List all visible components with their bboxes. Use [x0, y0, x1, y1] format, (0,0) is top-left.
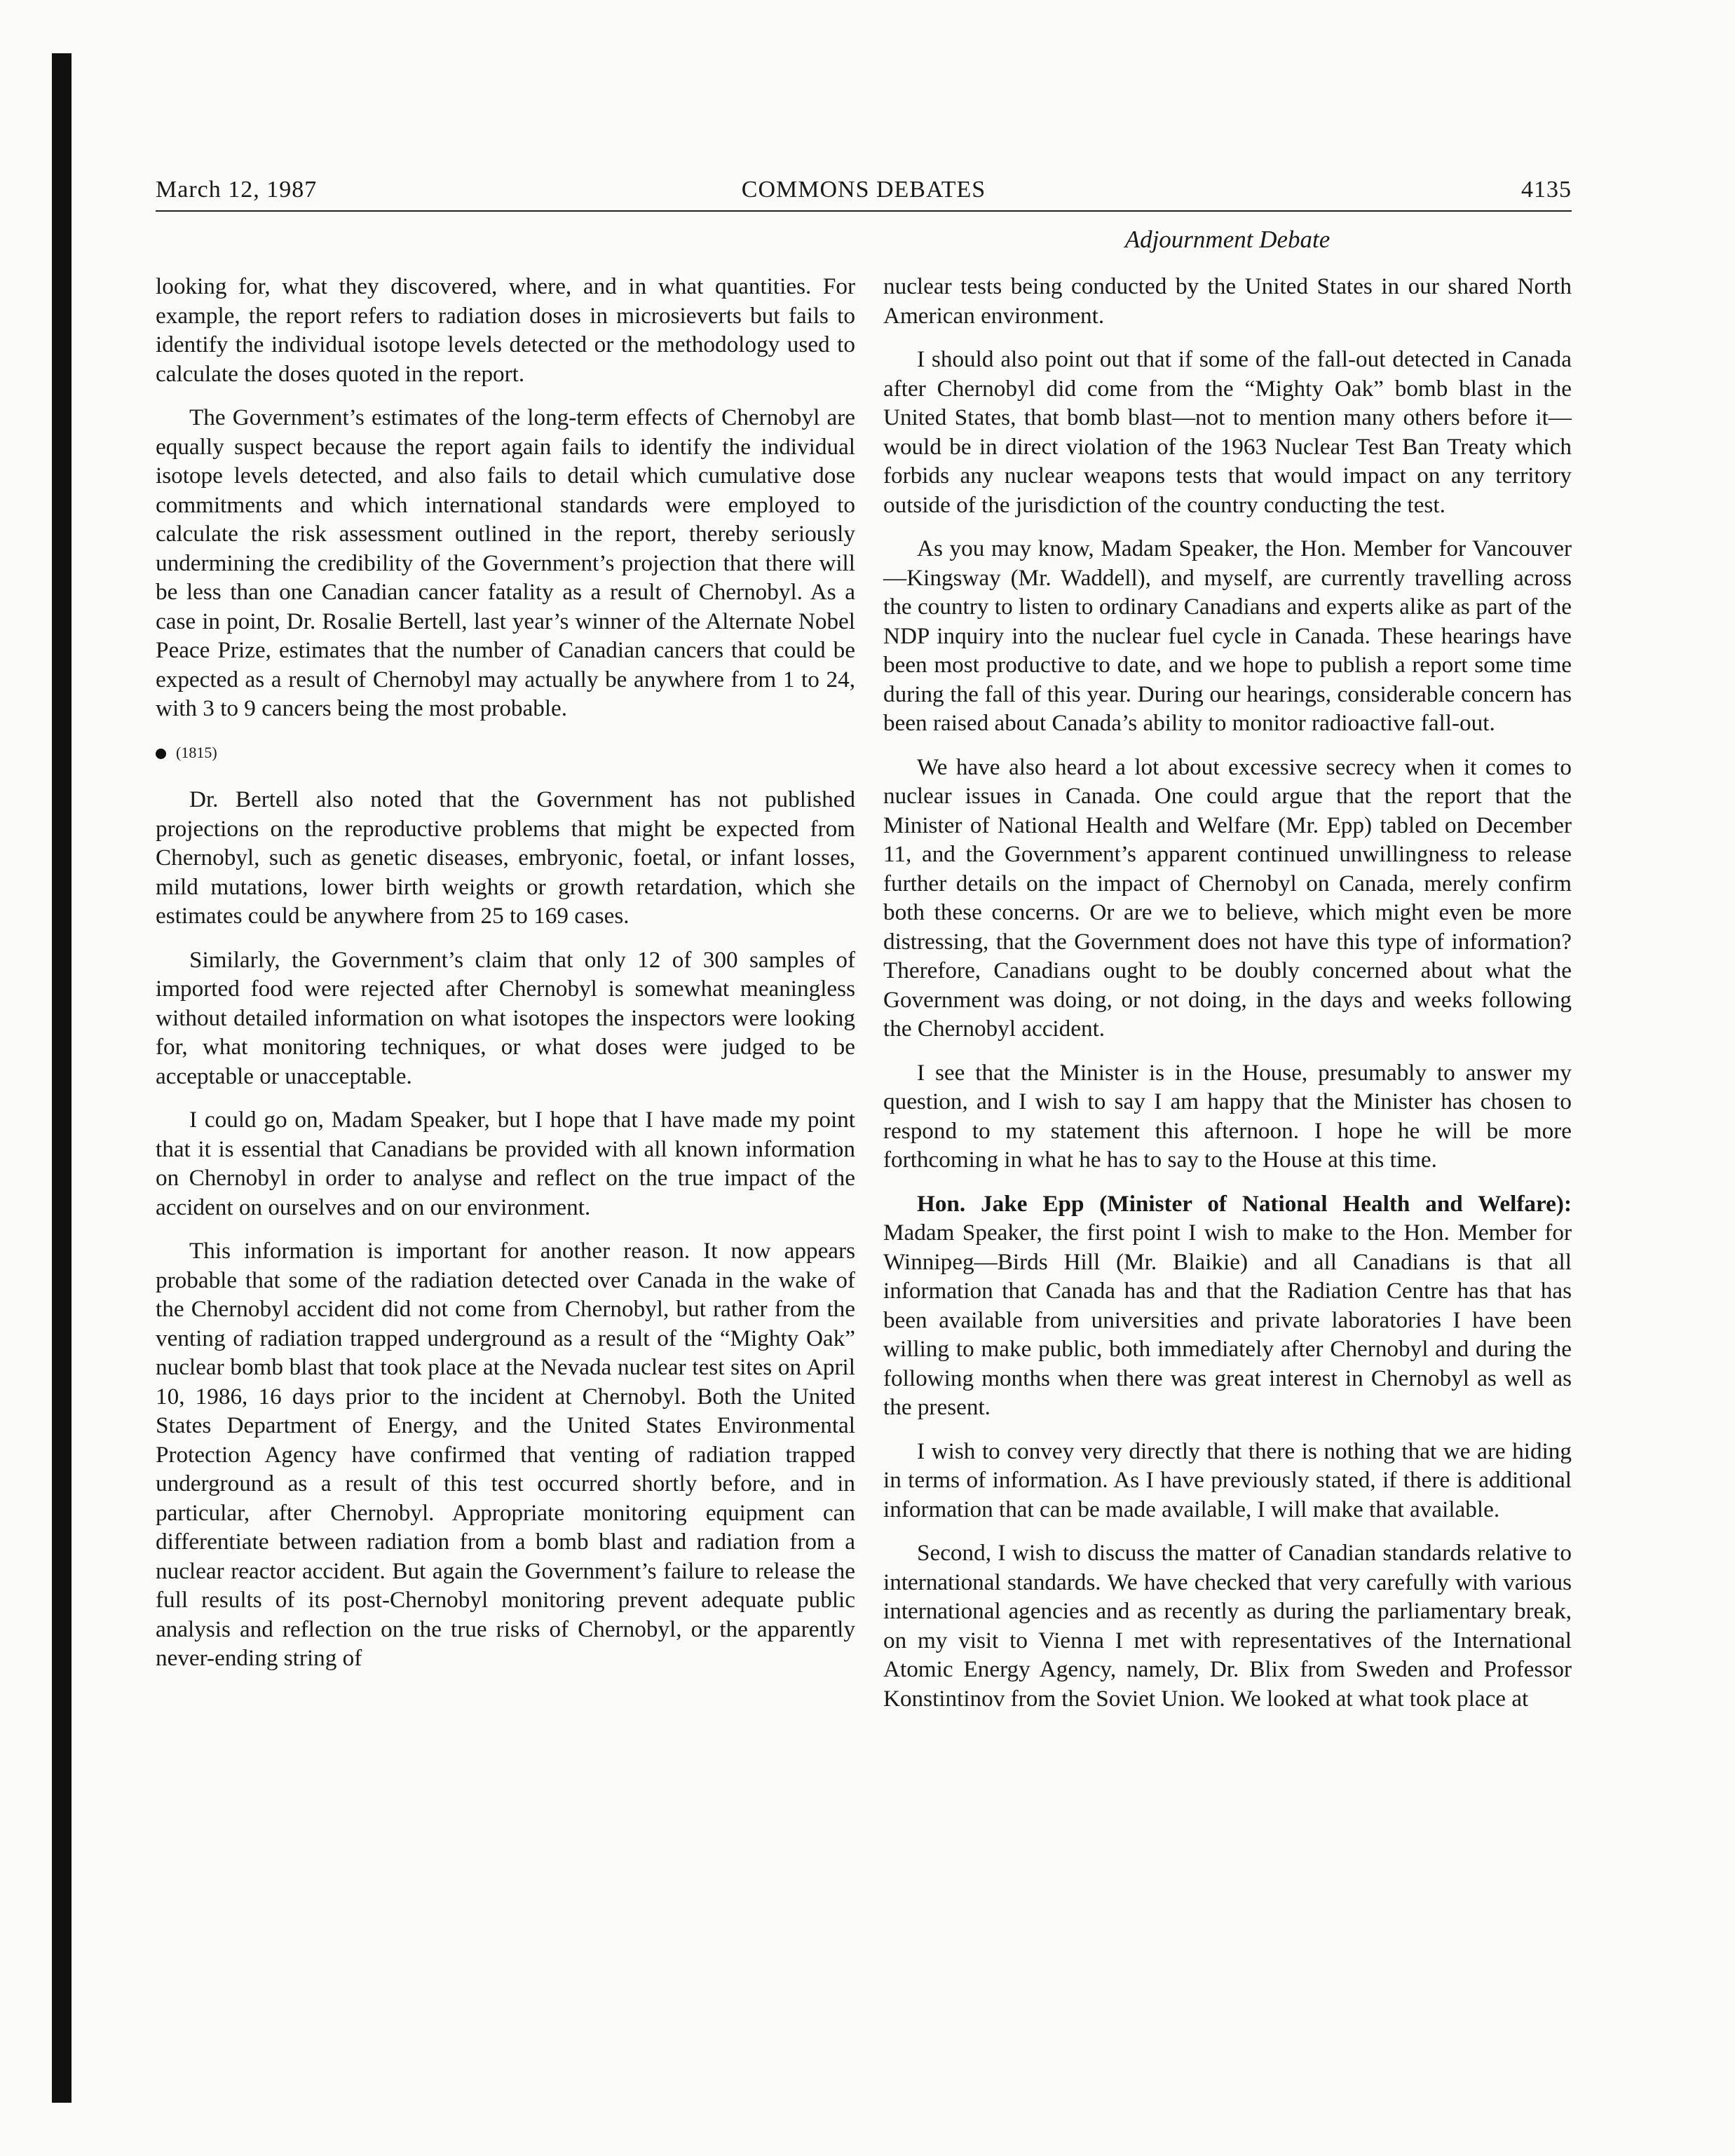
section-title: Adjournment Debate — [1124, 226, 1331, 253]
paragraph: looking for, what they discovered, where, and in what quantities. For example, the report refers to radiation doses in microsieverts but fails to identify the individual isotope levels detected or the methodology used to calculate the doses quoted in the report. — [156, 273, 855, 387]
speaker-name: Hon. Jake Epp (Minister of National Health and Welfare): — [917, 1190, 1572, 1217]
paragraph: This information is important for another reason. It now appears probable that some of the radiation detected over Canada in the wake of the Chernobyl accident did not come from Chernobyl, but rather from the venting of radiation trapped underground as a result of the “Mighty Oak” nuclear bomb blast that took place at the Nevada nuclear test sites on April 10, 1986, 16 days prior to the incident at Chernobyl. Both the United States Department of Energy, and the United States Environmental Protection Agency have confirmed that venting of radiation trapped underground as a result of this test occurred shortly before, and in particular, after Chernobyl. Appropriate monitoring equipment can differentiate between radiation from a bomb blast and radiation from a nuclear reactor accident. But again the Government’s failure to release the full results of its post-Chernobyl monitoring prevent adequate public analysis and reflection on the true risks of Chernobyl, or the apparently never-ending string of — [156, 1238, 855, 1671]
paragraph: We have also heard a lot about excessive secrecy when it comes to nuclear issues in Canada. One could argue that the report that the Minister of National Health and Welfare (Mr. Epp) tabled on December 11, and the Government’s apparent continued unwillingness to release further details on the impact of Chernobyl on Canada, merely confirm both these concerns. Or are we to believe, which might even be more distressing, that the Government does not have this type of information? Therefore, Canadians ought to be doubly concerned about what the Government was doing, or not doing, in the days and weeks following the Chernobyl accident. — [883, 753, 1572, 1042]
paragraph: I wish to convey very directly that there is nothing that we are hiding in terms of information. As I have previously stated, if there is additional information that can be made available, I will make that available. — [883, 1438, 1572, 1522]
paragraph: Second, I wish to discuss the matter of Canadian standards relative to international standards. We have checked that very carefully with various international agencies and as recently as during the parliamentary break, on my visit to Vienna I met with representatives of the International Atomic Energy Agency, namely, Dr. Blix from Sweden and Professor Konstintinov from the Soviet Union. We looked at what took place at — [883, 1540, 1572, 1712]
header-page-number: 4135 — [1521, 177, 1572, 203]
header-date: March 12, 1987 — [156, 177, 318, 203]
paragraph: As you may know, Madam Speaker, the Hon. Member for Vancouver—Kingsway (Mr. Waddell), and myself, are currently travelling across the country to listen to ordinary Canadians and experts alike as part of the NDP inquiry into the nuclear fuel cycle in Canada. These hearings have been most productive to date, and we hope to publish a report some time during the fall of this year. During our hearings, considerable concern has been raised about Canada’s ability to monitor radioactive fall-out. — [883, 535, 1572, 736]
paragraph: I could go on, Madam Speaker, but I hope that I have made my point that it is essential that Canadians be provided with all known information on Chernobyl in order to analyse and reflect on the true impact of the accident on ourselves and on our environment. — [156, 1107, 855, 1220]
time-marker — [156, 738, 855, 767]
time-marker-label: (1815) — [176, 743, 217, 761]
page-header — [156, 177, 1572, 212]
paragraph: I should also point out that if some of the fall-out detected in Canada after Chernobyl did come from the “Mighty Oak” bomb blast in the United States, that bomb blast—not to mention many others before it—would be in direct violation of the 1963 Nuclear Test Ban Treaty which forbids any nuclear weapons tests that would impact on any territory outside of the jurisdiction of the country conducting the test. — [883, 346, 1572, 518]
bullet-icon — [156, 749, 166, 759]
header-publication-title: COMMONS DEBATES — [741, 177, 986, 203]
scan-edge-bar — [52, 53, 72, 2103]
right-column — [883, 272, 1572, 1728]
speaker-paragraph — [883, 1189, 1572, 1422]
left-column — [156, 272, 855, 1688]
paragraph: Similarly, the Government’s claim that only 12 of 300 samples of imported food were rejected after Chernobyl is somewhat meaningless without detailed information on what isotopes the inspectors were looking for, what monitoring techniques, or what doses were judged to be acceptable or unacceptable. — [156, 946, 855, 1089]
paragraph-text: Madam Speaker, the first point I wish to make to the Hon. Member for Winnipeg—Birds Hill (Mr. Blaikie) and all Canadians is that all information that Canada has and that the Radiation Centre has that has been available from universities and private laboratories I have been willing to make public, both immediately after Chernobyl and during the following months when there was great interest in Chernobyl as well as the present. — [883, 1220, 1572, 1420]
paragraph: Dr. Bertell also noted that the Government has not published projections on the reproductive problems that might be expected from Chernobyl, such as genetic diseases, embryonic, foetal, or infant losses, mild mutations, lower birth weights or growth retardation, which she estimates could be anywhere from 25 to 169 cases. — [156, 786, 855, 929]
paragraph: I see that the Minister is in the House, presumably to answer my question, and I wish to say I am happy that the Minister has chosen to respond to my statement this afternoon. I hope he will be more forthcoming in what he has to say to the House at this time. — [883, 1059, 1572, 1173]
paragraph: nuclear tests being conducted by the United States in our shared North American environment. — [883, 273, 1572, 329]
paragraph: The Government’s estimates of the long-term effects of Chernobyl are equally suspect because the report again fails to identify the individual isotope levels detected, and also fails to detail which cumulative dose commitments and which international standards were employed to calculate the risk assessment outlined in the report, thereby seriously undermining the credibility of the Government’s projection that there will be less than one Canadian cancer fatality as a result of Chernobyl. As a case in point, Dr. Rosalie Bertell, last year’s winner of the Alternate Nobel Peace Prize, estimates that the number of Canadian cancers that could be expected as a result of Chernobyl may actually be anywhere from 1 to 24, with 3 to 9 cancers being the most probable. — [156, 404, 855, 721]
